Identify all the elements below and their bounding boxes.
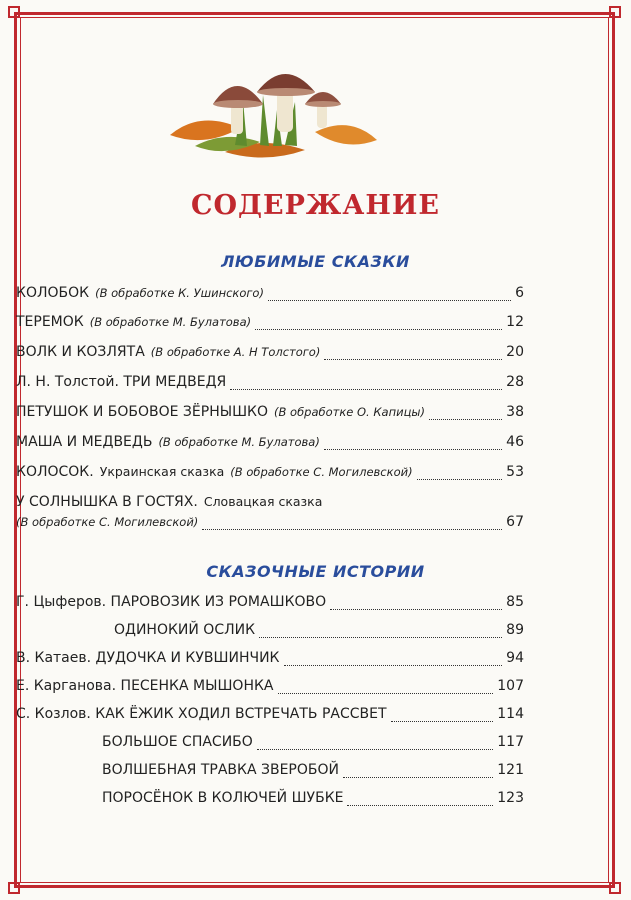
corner-ornament-icon <box>608 881 622 895</box>
toc-entry-title: КОЛОСОК. <box>16 464 94 480</box>
toc-entry-page: 20 <box>506 344 524 360</box>
dot-leader <box>259 636 502 638</box>
toc-entry[interactable] <box>16 344 524 366</box>
toc-entry-title: КОЛОБОК <box>16 285 90 301</box>
toc-entry[interactable] <box>16 762 524 784</box>
toc-entry-subtitle: (В обработке С. Могилевской) <box>16 515 199 529</box>
dot-leader <box>278 692 494 694</box>
toc-entry-page: 53 <box>506 464 524 480</box>
toc-entry-subtitle: (В обработке М. Булатова) <box>89 315 252 329</box>
toc-entry-page: 89 <box>506 622 524 638</box>
toc-entry-subtitle: (В обработке С. Могилевской) <box>230 465 413 479</box>
toc-entry[interactable] <box>16 285 524 307</box>
corner-ornament-icon <box>7 5 21 19</box>
toc-entry-page: 28 <box>506 374 524 390</box>
dot-leader <box>230 388 502 390</box>
toc-entry-page: 94 <box>506 650 524 666</box>
toc-entry-page: 67 <box>506 514 524 530</box>
toc-entry[interactable] <box>16 314 524 336</box>
toc-entry-subtitle: (В обработке О. Капицы) <box>274 405 425 419</box>
toc-entry-title: ПОРОСЁНОК В КОЛЮЧЕЙ ШУБКЕ <box>102 790 344 806</box>
toc-entry-page: 121 <box>497 762 524 778</box>
toc-entry[interactable] <box>16 594 524 616</box>
toc-entry-page: 114 <box>497 706 524 722</box>
toc-entry-title: МАША И МЕДВЕДЬ <box>16 434 153 450</box>
toc-entry-continuation[interactable] <box>16 514 524 536</box>
toc-entry-title: Е. Карганова. ПЕСЕНКА МЫШОНКА <box>16 678 274 694</box>
toc-entry[interactable] <box>16 678 524 700</box>
dot-leader <box>324 448 502 450</box>
toc-entry[interactable] <box>16 790 524 812</box>
dot-leader <box>347 804 493 806</box>
corner-ornament-icon <box>608 5 622 19</box>
toc-entry[interactable] <box>16 650 524 672</box>
dot-leader <box>330 608 502 610</box>
toc-entry-subtitle: (В обработке М. Булатова) <box>158 435 320 449</box>
dot-leader <box>417 478 503 480</box>
toc-entry-page: 38 <box>506 404 524 420</box>
toc-entry[interactable] <box>16 464 524 486</box>
toc-entry-title: У СОЛНЫШКА В ГОСТЯХ. <box>16 494 198 510</box>
toc-entry-subtitle: (В обработке К. Ушинского) <box>95 286 264 300</box>
toc-entry[interactable] <box>16 734 524 756</box>
dot-leader <box>257 748 493 750</box>
dot-leader <box>255 328 502 330</box>
toc-entry-page: 12 <box>506 314 524 330</box>
toc-entry[interactable] <box>16 404 524 426</box>
corner-ornament-icon <box>7 881 21 895</box>
toc-entry-page: 117 <box>497 734 524 750</box>
toc-entry-title: БОЛЬШОЕ СПАСИБО <box>102 734 253 750</box>
section-title: ЛЮБИМЫЕ СКАЗКИ <box>221 252 410 271</box>
toc-entry-title: Л. Н. Толстой. ТРИ МЕДВЕДЯ <box>16 374 227 390</box>
toc-entry-title: ПЕТУШОК И БОБОВОЕ ЗЁРНЫШКО <box>16 404 268 420</box>
toc-entry[interactable] <box>16 706 524 728</box>
toc-entry-page: 85 <box>506 594 524 610</box>
dot-leader <box>284 664 503 666</box>
section-title: СКАЗОЧНЫЕ ИСТОРИИ <box>206 562 425 581</box>
toc-entry[interactable] <box>16 494 524 516</box>
toc-entry-title: С. Козлов. КАК ЁЖИК ХОДИЛ ВСТРЕЧАТЬ РАССВЕТ <box>16 706 387 722</box>
dot-leader <box>391 720 494 722</box>
dot-leader <box>343 776 493 778</box>
dot-leader <box>324 358 502 360</box>
toc-entry[interactable] <box>16 374 524 396</box>
toc-entry-page: 6 <box>515 285 524 301</box>
toc-entry-title: ВОЛШЕБНАЯ ТРАВКА ЗВЕРОБОЙ <box>102 762 339 778</box>
toc-entry-title: ТЕРЕМОК <box>16 314 84 330</box>
mushroom-illustration-icon <box>165 60 380 170</box>
toc-entry-note: Словацкая сказка <box>203 494 323 509</box>
toc-entry-title: ВОЛК И КОЗЛЯТА <box>16 344 145 360</box>
toc-entry-title: ОДИНОКИЙ ОСЛИК <box>114 622 256 638</box>
toc-entry-page: 123 <box>497 790 524 806</box>
toc-entry[interactable] <box>16 434 524 456</box>
dot-leader <box>202 528 502 530</box>
toc-entry-title: В. Катаев. ДУДОЧКА И КУВШИНЧИК <box>16 650 280 666</box>
dot-leader <box>429 418 502 420</box>
toc-entry-note: Украинская сказка <box>99 464 225 479</box>
toc-entry-subtitle: (В обработке А. Н Толстого) <box>150 345 321 359</box>
toc-entry-page: 107 <box>497 678 524 694</box>
toc-entry[interactable] <box>16 622 524 644</box>
page-title: СОДЕРЖАНИЕ <box>191 190 440 221</box>
toc-entry-page: 46 <box>506 434 524 450</box>
toc-entry-title: Г. Цыферов. ПАРОВОЗИК ИЗ РОМАШКОВО <box>16 594 327 610</box>
dot-leader <box>268 299 511 301</box>
